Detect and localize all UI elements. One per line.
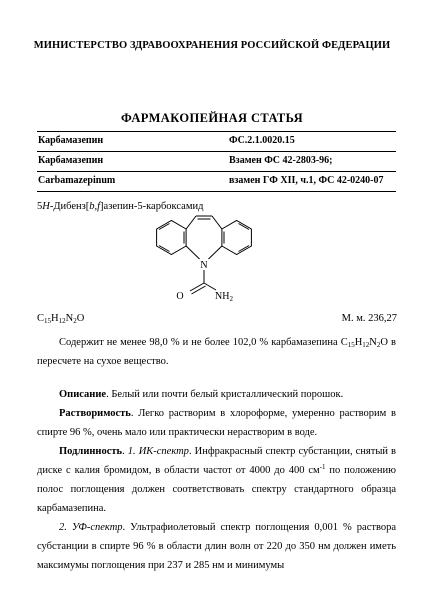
article-title: ФАРМАКОПЕЙНАЯ СТАТЬЯ [121,111,303,125]
monograph-number: ФС.2.1.0020.15 [229,135,295,146]
identity-label: Подлинность [59,446,123,457]
molecular-mass: М. м. 236,27 [341,313,397,324]
chemical-name: 5H-Дибенз[b,f]азепин-5-карбоксамид [37,201,204,212]
oxygen-atom-label: O [176,291,184,302]
description-label: Описание [59,389,107,400]
ir-spectrum-label: 1. ИК-спектр [127,446,189,457]
substance-name-ru: Карбамазепин [38,135,104,146]
n-bond-left [186,246,199,259]
n-bond-right [209,246,222,259]
amine-group-label: $NH_2$ [215,291,233,303]
substance-name-ru: Карбамазепин [38,155,104,166]
solubility-paragraph: Растворимость. Легко растворим в хлороформе, умеренно растворим в спирте 96 %, очень мало или практически нерастворим в воде. [37,408,396,438]
carbonyl-double-bond [190,283,204,291]
azepine-bond [212,216,222,229]
right-benzene-ring [222,221,252,255]
substance-name-latin: Carbamazepinum [38,175,116,186]
description-paragraph: Описание. Белый или почти белый кристаллический порошок. [59,389,344,400]
content-paragraph: Содержит не менее 98,0 % и не более 102,0 % карбамазепина $C_{15}H_{12}N_2O$ в пересчете на сухое вещество. [37,337,396,367]
molecular-formula: $C_{15}H_{12}N_2O$ [37,313,85,325]
ministry-header: МИНИСТЕРСТВО ЗДРАВООХРАНЕНИЯ РОССИЙСКОЙ ФЕДЕРАЦИИ [33,40,391,51]
uv-paragraph: 2. УФ-спектр. Ультрафиолетовый спектр поглощения 0,001 % раствора субстанции в спирте 96 % в области длин волн от 220 до 350 нм должен иметь максимумы поглощения при 237 и 285 нм и минимумы [37,522,396,571]
identity-paragraph: Подлинность. 1. ИК-спектр. Инфракрасный спектр субстанции, снятый в диске с калия бромидом, в области частот от 4000 до 400 $см^{-1}$ по положению полос поглощения должен соответствовать спектру стандартного образца карбамазепина. [37,446,397,514]
amide-bond [204,283,216,290]
nitrogen-atom-label: N [200,260,208,271]
replaces-monograph: взамен ГФ XII, ч.1, ФС 42-0240-07 [229,175,384,186]
left-benzene-ring [157,221,187,255]
azepine-bond [186,216,196,229]
replaces-monograph: Взамен ФС 42-2803-96; [229,155,333,166]
solubility-label: Растворимость [59,408,131,419]
uv-spectrum-label: 2. УФ-спектр [59,522,123,533]
